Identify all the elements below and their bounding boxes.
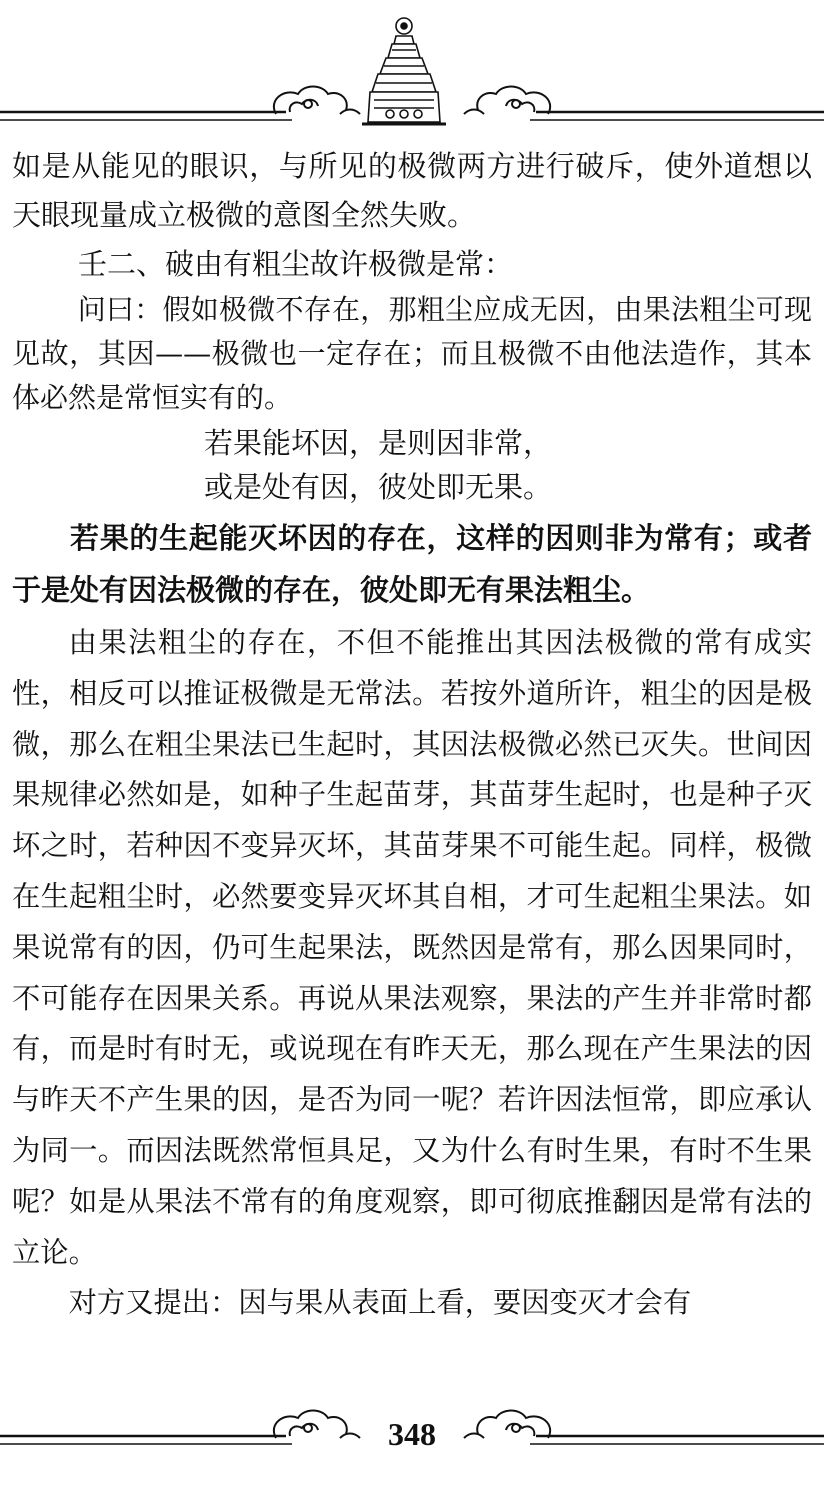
verse-line-1: 若果能坏因，是则因非常， xyxy=(204,426,553,460)
header-rule-right xyxy=(530,112,824,120)
paragraph-question: 问曰：假如极微不存在，那粗尘应成无因，由果法粗尘可现见故，其因——极微也一定存在；而且极微不由他法造作，其本体必然是常恒实有的。 xyxy=(12,293,812,414)
cloud-scroll-left-icon xyxy=(274,87,360,115)
stupa-icon xyxy=(362,18,446,124)
header-rule-left xyxy=(0,112,292,120)
paragraph-intro: 如是从能见的眼识，与所见的极微两方进行破斥，使外道想以天眼现量成立极微的意图全然失败。 xyxy=(12,149,812,232)
paragraph-body: 由果法粗尘的存在，不但不能推出其因法极微的常有成实性，相反可以推证极微是无常法。若按外道所许，粗尘的因是极微，那么在粗尘果法已生起时，其因法极微必然已灭失。世间因果规律必然如是，如种子生起苗芽，其苗芽生起时，也是种子灭坏之时，若种因不变异灭坏，其苗芽果不可能生起。同样，极微在生起粗尘时，必然要变异灭坏其自相，才可生起粗尘果法。如果说常有的因，仍可生起果法，既然因是常有，那么因果同时，不可能存在因果关系。再说从果法观察，果法的产生并非常时都有，而是时有时无，或说现在有昨天无，那么现在产生果法的因与昨天不产生果的因，是否为同一呢？若许因法恒常，即应承认为同一。而因法既然常恒具足，又为什么有时生果，有时不生果呢？如是从果法不常有的角度观察，即可彻底推翻因是常有法的立论。 xyxy=(12,626,812,1269)
section-heading: 壬二、破由有粗尘故许极微是常： xyxy=(78,247,514,281)
page-number: 348 xyxy=(388,1416,436,1452)
verse-line-2: 或是处有因，彼处即无果。 xyxy=(204,470,553,504)
paragraph-commentary-bold: 若果的生起能灭坏因的存在，这样的因则非为常有；或者于是处有因法极微的存在，彼处即无有果法粗尘。 xyxy=(12,521,812,607)
page-body xyxy=(12,142,812,1329)
cloud-scroll-right-icon xyxy=(464,87,550,115)
paragraph-last: 对方又提出：因与果从表面上看，要因变灭才会有 xyxy=(68,1286,692,1320)
header-ornament xyxy=(0,0,824,140)
